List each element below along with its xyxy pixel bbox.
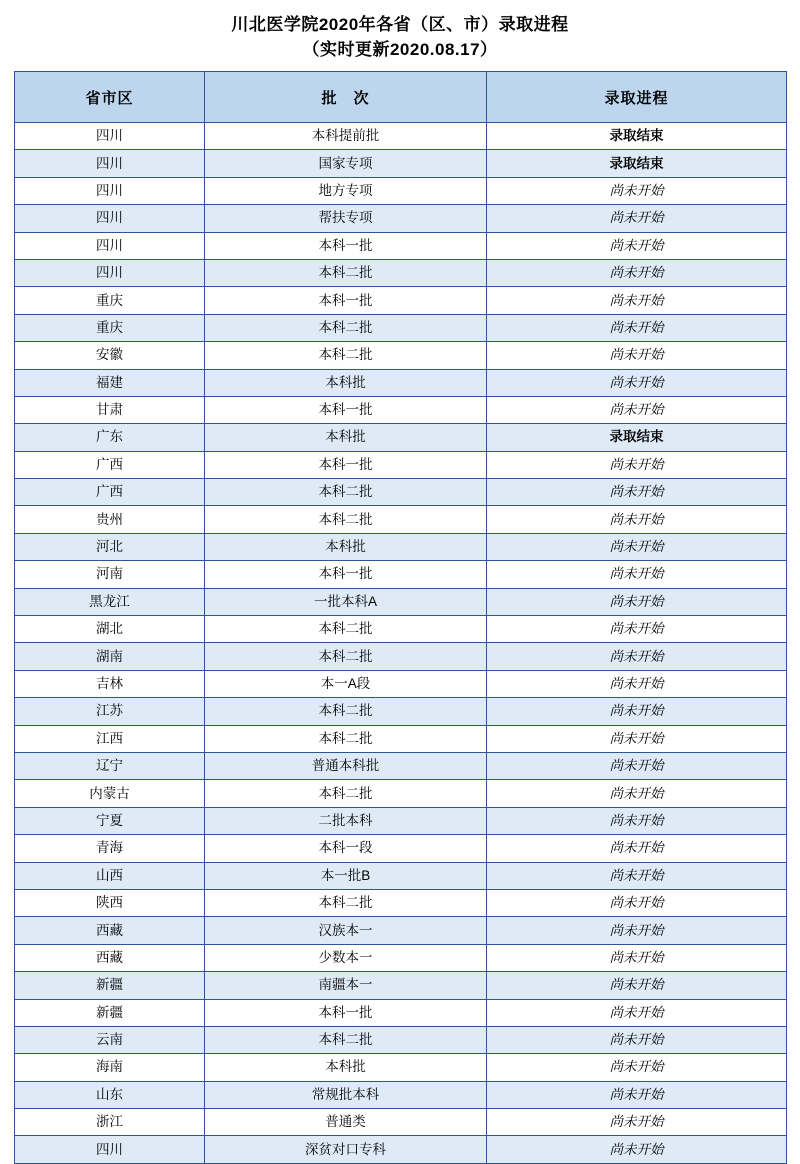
table-row [15,369,787,396]
cell-province: 广东 [15,424,205,451]
cell-batch: 本科二批 [205,506,487,533]
table-row [15,561,787,588]
cell-status: 尚未开始 [487,1081,787,1108]
cell-batch: 本科二批 [205,889,487,916]
cell-batch: 国家专项 [205,150,487,177]
cell-batch: 少数本一 [205,944,487,971]
cell-status: 尚未开始 [487,588,787,615]
table-row [15,205,787,232]
cell-batch: 帮扶专项 [205,205,487,232]
cell-province: 四川 [15,177,205,204]
cell-status: 尚未开始 [487,643,787,670]
table-row [15,314,787,341]
cell-status: 尚未开始 [487,232,787,259]
table-row [15,1026,787,1053]
table-row [15,1054,787,1081]
cell-status: 尚未开始 [487,780,787,807]
table-row [15,670,787,697]
table-row [15,588,787,615]
cell-province: 浙江 [15,1109,205,1136]
cell-status: 尚未开始 [487,698,787,725]
cell-status: 尚未开始 [487,807,787,834]
table-row [15,972,787,999]
cell-batch: 本科一批 [205,999,487,1026]
cell-status: 尚未开始 [487,205,787,232]
cell-province: 海南 [15,1054,205,1081]
cell-province: 黑龙江 [15,588,205,615]
cell-batch: 汉族本一 [205,917,487,944]
cell-province: 新疆 [15,999,205,1026]
table-row [15,616,787,643]
cell-batch: 本科二批 [205,725,487,752]
table-row [15,643,787,670]
cell-province: 吉林 [15,670,205,697]
cell-status: 尚未开始 [487,616,787,643]
cell-batch: 常规批本科 [205,1081,487,1108]
table-row [15,287,787,314]
column-header-province: 省市区 [15,72,205,123]
cell-province: 湖南 [15,643,205,670]
cell-status: 尚未开始 [487,561,787,588]
table-row [15,889,787,916]
cell-province: 四川 [15,232,205,259]
cell-status: 录取结束 [487,150,787,177]
cell-batch: 深贫对口专科 [205,1136,487,1163]
column-header-batch: 批 次 [205,72,487,123]
table-row [15,150,787,177]
cell-status: 尚未开始 [487,342,787,369]
table-row [15,835,787,862]
cell-province: 广西 [15,451,205,478]
cell-status: 尚未开始 [487,533,787,560]
cell-province: 陕西 [15,889,205,916]
table-row [15,424,787,451]
cell-status: 尚未开始 [487,944,787,971]
table-row [15,533,787,560]
cell-province: 福建 [15,369,205,396]
cell-batch: 本科二批 [205,643,487,670]
cell-status: 尚未开始 [487,177,787,204]
cell-status: 尚未开始 [487,314,787,341]
cell-status: 尚未开始 [487,835,787,862]
cell-batch: 本科一批 [205,396,487,423]
cell-batch: 本科提前批 [205,123,487,150]
cell-batch: 本科二批 [205,616,487,643]
table-row [15,917,787,944]
cell-province: 重庆 [15,287,205,314]
table-row [15,944,787,971]
cell-batch: 地方专项 [205,177,487,204]
table-row [15,999,787,1026]
cell-province: 四川 [15,150,205,177]
title-line-2: （实时更新2020.08.17） [302,40,498,59]
cell-batch: 本一A段 [205,670,487,697]
cell-status: 尚未开始 [487,752,787,779]
cell-province: 江西 [15,725,205,752]
cell-province: 西藏 [15,944,205,971]
cell-status: 尚未开始 [487,670,787,697]
cell-status: 尚未开始 [487,889,787,916]
table-row [15,479,787,506]
table-row [15,752,787,779]
table-row [15,1136,787,1163]
cell-status: 尚未开始 [487,259,787,286]
cell-province: 四川 [15,259,205,286]
cell-batch: 二批本科 [205,807,487,834]
cell-province: 湖北 [15,616,205,643]
cell-province: 四川 [15,205,205,232]
cell-batch: 一批本科A [205,588,487,615]
cell-status: 尚未开始 [487,1136,787,1163]
cell-batch: 本一批B [205,862,487,889]
cell-status: 尚未开始 [487,369,787,396]
table-row [15,780,787,807]
cell-province: 贵州 [15,506,205,533]
cell-batch: 本科一段 [205,835,487,862]
cell-province: 四川 [15,1136,205,1163]
cell-batch: 本科二批 [205,314,487,341]
cell-batch: 本科批 [205,1054,487,1081]
table-row [15,451,787,478]
cell-batch: 南疆本一 [205,972,487,999]
cell-province: 辽宁 [15,752,205,779]
cell-province: 山西 [15,862,205,889]
cell-batch: 普通本科批 [205,752,487,779]
cell-province: 青海 [15,835,205,862]
cell-status: 尚未开始 [487,479,787,506]
cell-province: 新疆 [15,972,205,999]
cell-status: 尚未开始 [487,725,787,752]
cell-province: 西藏 [15,917,205,944]
table-row [15,807,787,834]
table-row [15,396,787,423]
cell-province: 内蒙古 [15,780,205,807]
cell-status: 尚未开始 [487,1026,787,1053]
table-row [15,1109,787,1136]
page-title [0,0,800,62]
cell-status: 尚未开始 [487,506,787,533]
cell-batch: 本科一批 [205,232,487,259]
cell-batch: 本科批 [205,533,487,560]
column-header-status: 录取进程 [487,72,787,123]
cell-province: 山东 [15,1081,205,1108]
cell-batch: 本科批 [205,424,487,451]
cell-batch: 本科一批 [205,451,487,478]
table-header [15,72,787,123]
table-row [15,342,787,369]
admission-progress-table [14,71,787,1164]
cell-province: 河北 [15,533,205,560]
cell-status: 尚未开始 [487,917,787,944]
cell-status: 尚未开始 [487,1109,787,1136]
table-row [15,725,787,752]
table-row [15,232,787,259]
cell-status: 尚未开始 [487,999,787,1026]
table-container [14,71,786,1164]
cell-province: 安徽 [15,342,205,369]
cell-batch: 本科二批 [205,698,487,725]
table-row [15,259,787,286]
title-line-1: 川北医学院2020年各省（区、市）录取进程 [231,15,569,34]
cell-batch: 本科二批 [205,780,487,807]
table-row [15,177,787,204]
cell-status: 尚未开始 [487,287,787,314]
header-row [15,72,787,123]
cell-status: 录取结束 [487,123,787,150]
cell-province: 广西 [15,479,205,506]
table-row [15,123,787,150]
cell-batch: 本科一批 [205,287,487,314]
cell-province: 甘肃 [15,396,205,423]
table-row [15,862,787,889]
cell-batch: 本科二批 [205,1026,487,1053]
cell-batch: 本科二批 [205,342,487,369]
cell-status: 尚未开始 [487,972,787,999]
cell-batch: 普通类 [205,1109,487,1136]
cell-province: 云南 [15,1026,205,1053]
cell-province: 重庆 [15,314,205,341]
cell-batch: 本科一批 [205,561,487,588]
cell-batch: 本科批 [205,369,487,396]
cell-status: 尚未开始 [487,451,787,478]
cell-batch: 本科二批 [205,259,487,286]
cell-status: 尚未开始 [487,862,787,889]
cell-province: 四川 [15,123,205,150]
table-row [15,1081,787,1108]
table-body [15,123,787,1164]
cell-status: 尚未开始 [487,1054,787,1081]
cell-status: 录取结束 [487,424,787,451]
cell-province: 河南 [15,561,205,588]
cell-status: 尚未开始 [487,396,787,423]
cell-batch: 本科二批 [205,479,487,506]
cell-province: 宁夏 [15,807,205,834]
cell-province: 江苏 [15,698,205,725]
table-row [15,698,787,725]
table-row [15,506,787,533]
